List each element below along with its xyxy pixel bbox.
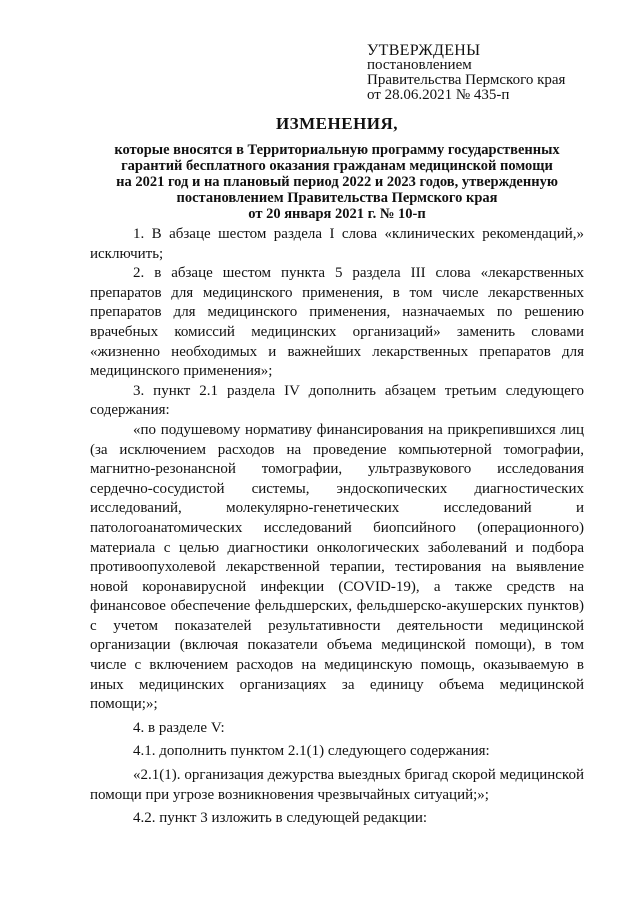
document-title: ИЗМЕНЕНИЯ, [275, 114, 399, 133]
paragraph: 4.2. пункт 3 изложить в следующей редакции: [133, 810, 428, 827]
document-body [90, 225, 584, 829]
approval-line: постановлением [367, 57, 472, 73]
paragraph: 1. В абзаце шестом раздела I слова «клинических рекомендаций,» исключить; [90, 226, 584, 262]
paragraph: «2.1(1). организация дежурства выездных бригад скорой медицинской помощи при угрозе возникновения чрезвычайных ситуаций;»; [90, 767, 584, 803]
paragraph: 3. пункт 2.1 раздела IV дополнить абзацем третьим следующего содержания: [90, 382, 584, 419]
paragraph: 4.1. дополнить пунктом 2.1(1) следующего содержания: [133, 743, 490, 760]
paragraph: 2. в абзаце шестом пункта 5 раздела III слова «лекарственных препаратов для медицинского применения, в том числе лекарственных препаратов для медицинского применения, назначаемых по решению врачебных комиссий медицинских организаций» заменить словами «жизненно необходимых и важнейших лекарственных препаратов для медицинского применения»; [90, 265, 584, 380]
approval-line: Правительства Пермского края [367, 72, 566, 88]
document-heading [90, 114, 584, 222]
document-subtitle-line: которые вносятся в Территориальную программу государственных [114, 142, 560, 158]
paragraph: 4. в разделе V: [133, 719, 225, 736]
paragraph: «по подушевому нормативу финансирования на прикрепившихся лиц (за исключением расходов на проведение компьютерной томографии, магнитно-резонансной томографии, ультразвукового исследования сердечно-сосудистой системы, эндоскопических диагностических исследований, молекулярно-генетических исследований и патологоанатомических исследований биопсийного (операционного) материала с целью диагностики онкологических заболеваний и подбора противоопухолевой лекарственной терапии, тестирования на выявление новой коронавирусной инфекции (COVID-19), а также средств на финансовое обеспечение фельдшерских, фельдшерско-акушерских пунктов) с учетом показателей результативности деятельности медицинской организации (включая показатели объема медицинской помощи), в том числе с включением расходов на медицинскую помощь, оказываемую в иных медицинских организациях за единицу объема медицинской помощи;»; [90, 421, 584, 713]
document-subtitle-line: на 2021 год и на плановый период 2022 и 2023 годов, утвержденную [116, 174, 558, 190]
document-subtitle-line: от 20 января 2021 г. № 10-п [248, 206, 426, 222]
approval-date: от 28.06.2021 № 435-п [367, 87, 510, 103]
document-subtitle-line: гарантий бесплатного оказания гражданам медицинской помощи [121, 158, 553, 174]
document-subtitle-line: постановлением Правительства Пермского края [176, 190, 498, 206]
approval-stamp [367, 43, 565, 103]
approval-title: УТВЕРЖДЕНЫ [367, 42, 481, 59]
